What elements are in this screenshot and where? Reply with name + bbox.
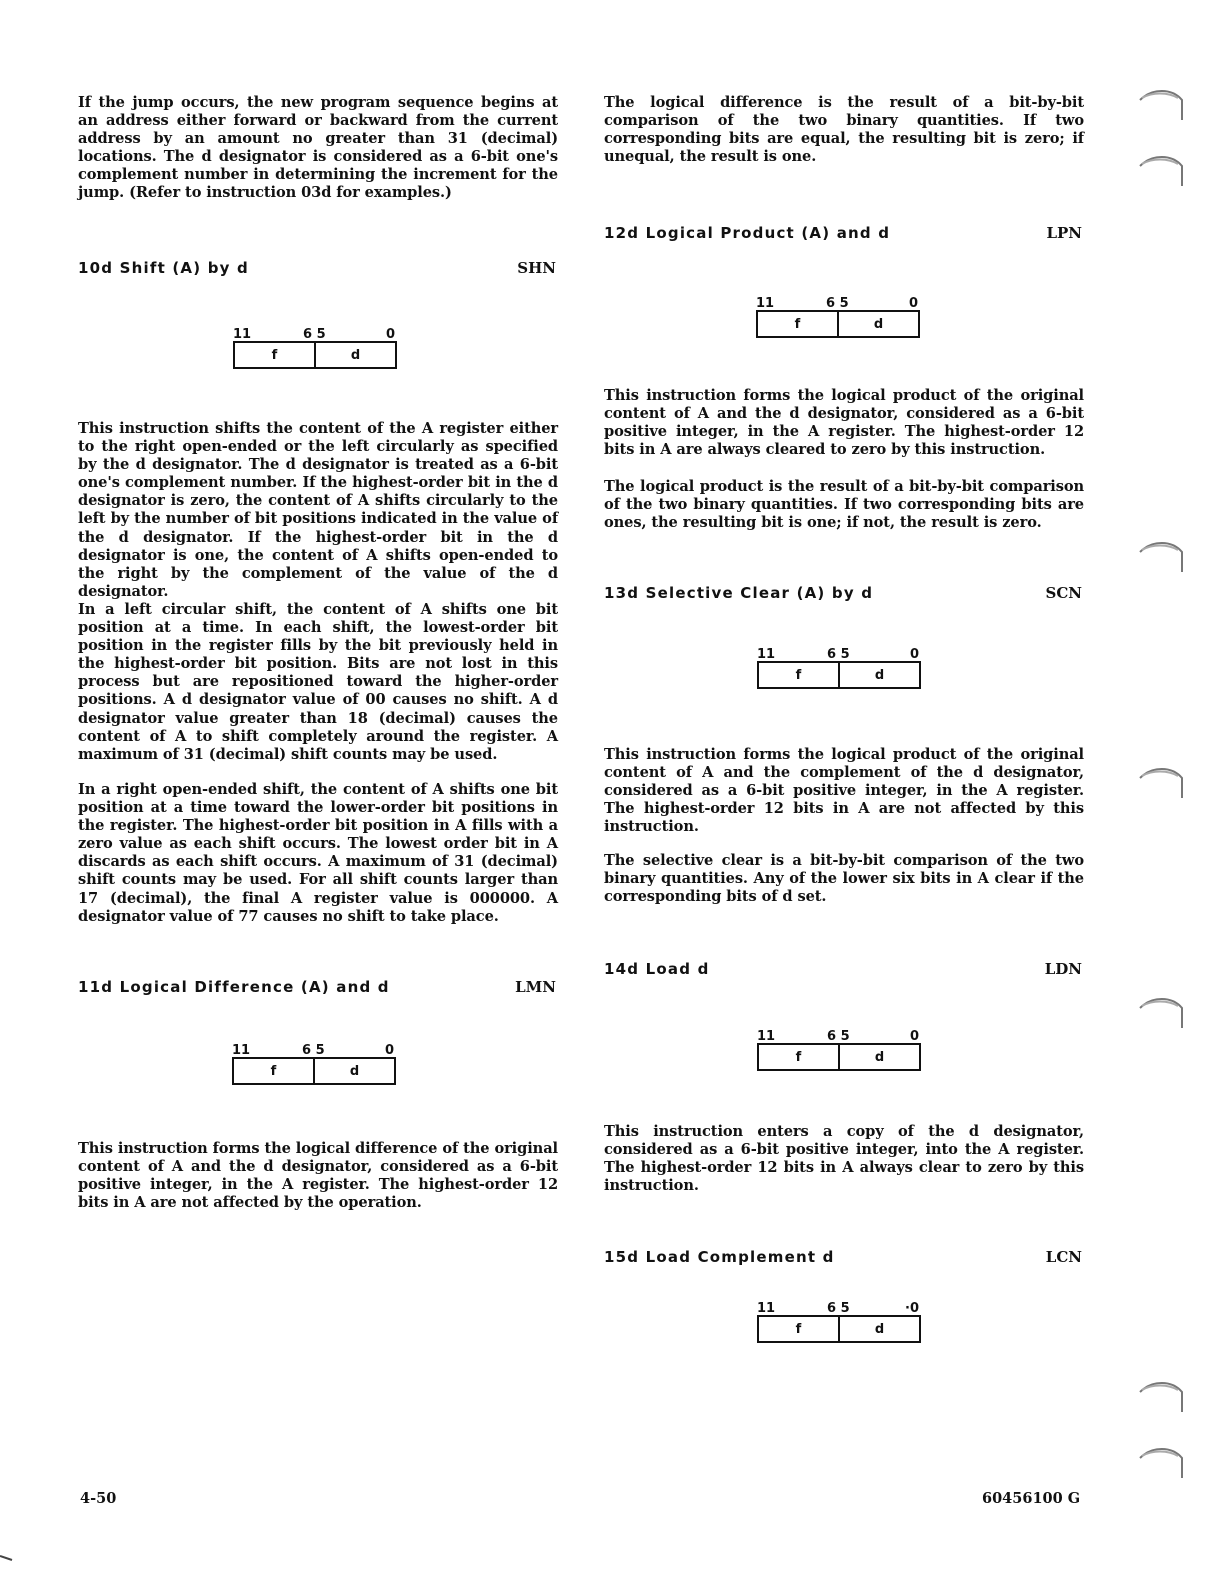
instruction-mnemonic: LCN xyxy=(1045,1248,1082,1266)
instruction-format-diagram xyxy=(232,1043,396,1089)
field-d: d xyxy=(874,1321,885,1337)
field-d: d xyxy=(873,316,884,332)
binder-ring-mark xyxy=(1138,538,1186,578)
scn-paragraph-2: The selective clear is a bit-by-bit comparison of the two binary quantities. Any of the lower six bits in A clear if the corresponding bits of d set. xyxy=(604,852,1084,906)
shn-paragraph-3: In a right open-ended shift, the content of A shifts one bit position at a time toward the lower-order bit positions in the register. The highest-order bit position in A fills with a zero value as each shift occurs. The lowest order bit in A discards as each shift occurs. A maximum of 31 (decimal) shift counts may be used. For all shift counts larger than 17 (decimal), the final A register value is 000000. A designator value of 77 causes no shift to take place. xyxy=(78,781,558,925)
instruction-word-box xyxy=(232,1057,396,1085)
scn-paragraph-1: This instruction forms the logical product of the original content of A and the complement of the d designator, considered as a 6-bit positive integer, in the A register. The highest-order 12 bits in A are not affected by this instruction. xyxy=(604,746,1084,836)
ldn-paragraph-1: This instruction enters a copy of the d designator, considered as a 6-bit positive integer, into the A register. The highest-order 12 bits in A always clear to zero by this instruction. xyxy=(604,1123,1084,1195)
lpn-paragraph-2: The logical product is the result of a bit-by-bit comparison of the two binary quantities. If two corresponding bits are ones, the resulting bit is one; if not, the result is zero. xyxy=(604,478,1084,532)
instruction-heading-lmn xyxy=(78,978,556,998)
field-f: f xyxy=(759,1317,840,1341)
instruction-title: 11d Logical Difference (A) and d xyxy=(78,978,390,996)
field-f: f xyxy=(758,312,839,336)
instruction-heading-shn xyxy=(78,259,556,279)
instruction-format-diagram xyxy=(757,1029,921,1075)
instruction-format-diagram xyxy=(757,1301,921,1347)
instruction-title: 13d Selective Clear (A) by d xyxy=(604,584,874,602)
instruction-heading-ldn xyxy=(604,960,1082,980)
field-d: d xyxy=(874,1049,885,1065)
shn-paragraph-2: In a left circular shift, the content of A shifts one bit position at a time. In each shift, the lowest-order bit position in the register fills by the bit previously held in the highest-order bit position. Bits are not lost in this process but are repositioned toward the higher-order positions. A d designator value of 00 causes no shift. A d designator value greater than 18 (decimal) causes the content of A to shift completely around the register. A maximum of 31 (decimal) shift counts may be used. xyxy=(78,601,558,763)
shn-paragraph-1: This instruction shifts the content of the A register either to the right open-ended or the left circularly as specified by the d designator. The d designator is treated as a 6-bit one's complement number. If the highest-order bit in the d designator is zero, the content of A shifts circularly to the left by the number of bit positions indicated in the value of the d designator. If the highest-order bit in the d designator is one, the content of A shifts open-ended to the right by the complement of the value of the d designator. xyxy=(78,420,558,600)
instruction-heading-lcn xyxy=(604,1248,1082,1268)
bit-label-low: ·0 xyxy=(905,1301,919,1316)
bit-label-high: 11 xyxy=(756,296,775,311)
instruction-format-diagram xyxy=(233,327,397,373)
bit-label-high: 11 xyxy=(757,1029,776,1044)
field-d: d xyxy=(874,667,885,683)
instruction-title: 12d Logical Product (A) and d xyxy=(604,224,891,242)
instruction-title: 14d Load d xyxy=(604,960,710,978)
lpn-paragraph-1: This instruction forms the logical product of the original content of A and the d designator, considered as a 6-bit positive integer, in the A register. The highest-order 12 bits in A are always cleared to zero by this instruction. xyxy=(604,387,1084,459)
binder-ring-mark xyxy=(1138,1444,1186,1484)
instruction-mnemonic: LPN xyxy=(1046,224,1082,242)
instruction-format-diagram xyxy=(756,296,920,342)
field-d: d xyxy=(349,1063,360,1079)
bit-label-low: 0 xyxy=(909,1029,919,1044)
bit-label-low: 0 xyxy=(909,647,919,662)
bit-label-mid: 6 5 xyxy=(827,647,850,662)
binder-ring-mark xyxy=(1138,1378,1186,1418)
jump-paragraph: If the jump occurs, the new program sequence begins at an address either forward or backward from the current address by an amount no greater than 31 (decimal) locations. The d designator is considered as a 6-bit one's complement number in determining the increment for the jump. (Refer to instruction 03d for examples.) xyxy=(78,94,558,202)
instruction-word-box xyxy=(756,310,920,338)
bit-label-mid: 6 5 xyxy=(827,1301,850,1316)
page-number: 4-50 xyxy=(80,1490,117,1507)
bit-label-mid: 6 5 xyxy=(303,327,326,342)
bit-label-low: 0 xyxy=(384,1043,394,1058)
lmn-paragraph-1: This instruction forms the logical difference of the original content of A and the d designator, considered as a 6-bit positive integer, in the A register. The highest-order 12 bits in A are not affected by the operation. xyxy=(78,1140,558,1212)
field-f: f xyxy=(759,1045,840,1069)
instruction-word-box xyxy=(757,661,921,689)
instruction-heading-scn xyxy=(604,584,1082,604)
binder-ring-mark xyxy=(1138,994,1186,1034)
instruction-word-box xyxy=(757,1315,921,1343)
instruction-mnemonic: SCN xyxy=(1045,584,1082,602)
instruction-heading-lpn xyxy=(604,224,1082,244)
bit-label-high: 11 xyxy=(757,1301,776,1316)
bit-label-mid: 6 5 xyxy=(302,1043,325,1058)
bit-label-high: 11 xyxy=(232,1043,251,1058)
instruction-word-box xyxy=(757,1043,921,1071)
instruction-mnemonic: LMN xyxy=(515,978,556,996)
instruction-title: 10d Shift (A) by d xyxy=(78,259,249,277)
binder-ring-mark xyxy=(1138,764,1186,804)
bit-label-high: 11 xyxy=(233,327,252,342)
instruction-mnemonic: LDN xyxy=(1044,960,1082,978)
instruction-title: 15d Load Complement d xyxy=(604,1248,835,1266)
bit-label-mid: 6 5 xyxy=(826,296,849,311)
instruction-format-diagram xyxy=(757,647,921,693)
field-d: d xyxy=(350,347,361,363)
document-number: 60456100 G xyxy=(982,1490,1081,1507)
bit-label-mid: 6 5 xyxy=(827,1029,850,1044)
field-f: f xyxy=(235,343,316,367)
bit-label-low: 0 xyxy=(385,327,395,342)
bit-label-low: 0 xyxy=(908,296,918,311)
bit-label-high: 11 xyxy=(757,647,776,662)
instruction-mnemonic: SHN xyxy=(517,259,556,277)
binder-ring-mark xyxy=(1138,152,1186,192)
scan-corner-mark xyxy=(0,1550,14,1564)
field-f: f xyxy=(234,1059,315,1083)
binder-ring-mark xyxy=(1138,86,1186,126)
instruction-word-box xyxy=(233,341,397,369)
logical-difference-note: The logical difference is the result of a bit-by-bit comparison of the two binary quantities. If two corresponding bits are equal, the resulting bit is zero; if unequal, the result is one. xyxy=(604,94,1084,166)
field-f: f xyxy=(759,663,840,687)
